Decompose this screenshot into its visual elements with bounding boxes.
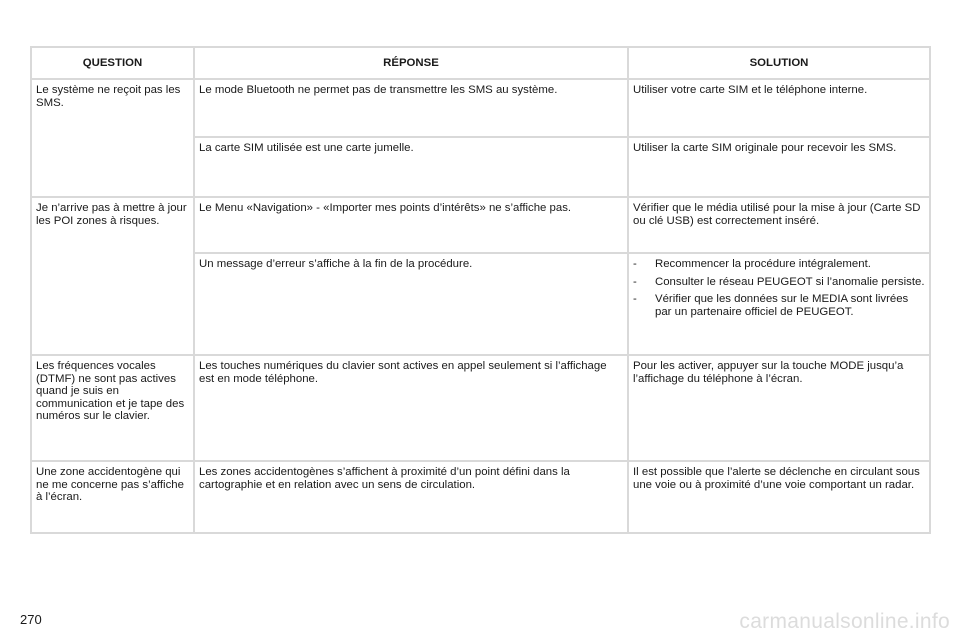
header-answer: RÉPONSE [194, 47, 628, 79]
watermark: carmanualsonline.info [739, 610, 950, 633]
dash-marker: - [633, 258, 637, 270]
table-row [31, 197, 930, 253]
list-item [633, 276, 925, 289]
table-row [31, 355, 930, 461]
step-text: Consulter le réseau PEUGEOT si l’anomalie persiste. [655, 275, 925, 288]
answer-cell: Le mode Bluetooth ne permet pas de transmettre les SMS au système. [194, 79, 628, 137]
question-cell: Le système ne reçoit pas les SMS. [31, 79, 194, 197]
faq-table [30, 46, 931, 534]
header-row [31, 47, 930, 79]
header-solution: SOLUTION [628, 47, 930, 79]
solution-steps-list [633, 258, 925, 318]
solution-cell: Pour les activer, appuyer sur la touche MODE jusqu’a l’affichage du téléphone à l’écran. [628, 355, 930, 461]
answer-cell: Les touches numériques du clavier sont actives en appel seulement si l’affichage est en mode téléphone. [194, 355, 628, 461]
header-question: QUESTION [31, 47, 194, 79]
list-item [633, 293, 925, 318]
question-cell: Une zone accidentogène qui ne me concerne pas s’affiche à l’écran. [31, 461, 194, 533]
answer-cell: Le Menu «Navigation» - «Importer mes points d’intérêts» ne s’affiche pas. [194, 197, 628, 253]
question-cell: Les fréquences vocales (DTMF) ne sont pas actives quand je suis en communication et je tape des numéros sur le clavier. [31, 355, 194, 461]
page-number: 270 [20, 612, 42, 627]
dash-marker: - [633, 293, 637, 306]
dash-marker: - [633, 275, 637, 288]
answer-cell: Les zones accidentogènes s’affichent à proximité d’un point défini dans la cartographie et en relation avec un sens de circulation. [194, 461, 628, 533]
solution-cell: Utiliser la carte SIM originale pour recevoir les SMS. [628, 137, 930, 197]
table-row [31, 79, 930, 137]
step-text: Recommencer la procédure intégralement. [655, 258, 871, 270]
table-row [31, 461, 930, 533]
step-text: Vérifier que les données sur le MEDIA sont livrées par un partenaire officiel de PEUGEOT. [655, 293, 909, 318]
answer-cell: La carte SIM utilisée est une carte jumelle. [194, 137, 628, 197]
solution-cell: Utiliser votre carte SIM et le téléphone interne. [628, 79, 930, 137]
solution-cell: Vérifier que le média utilisé pour la mise à jour (Carte SD ou clé USB) est correctement inséré. [628, 197, 930, 253]
solution-cell [628, 253, 930, 355]
solution-cell: Il est possible que l’alerte se déclenche en circulant sous une voie ou à proximité d’une voie comportant un radar. [628, 461, 930, 533]
list-item [633, 258, 925, 271]
question-cell: Je n’arrive pas à mettre à jour les POI zones à risques. [31, 197, 194, 355]
answer-cell: Un message d’erreur s’affiche à la fin de la procédure. [194, 253, 628, 355]
